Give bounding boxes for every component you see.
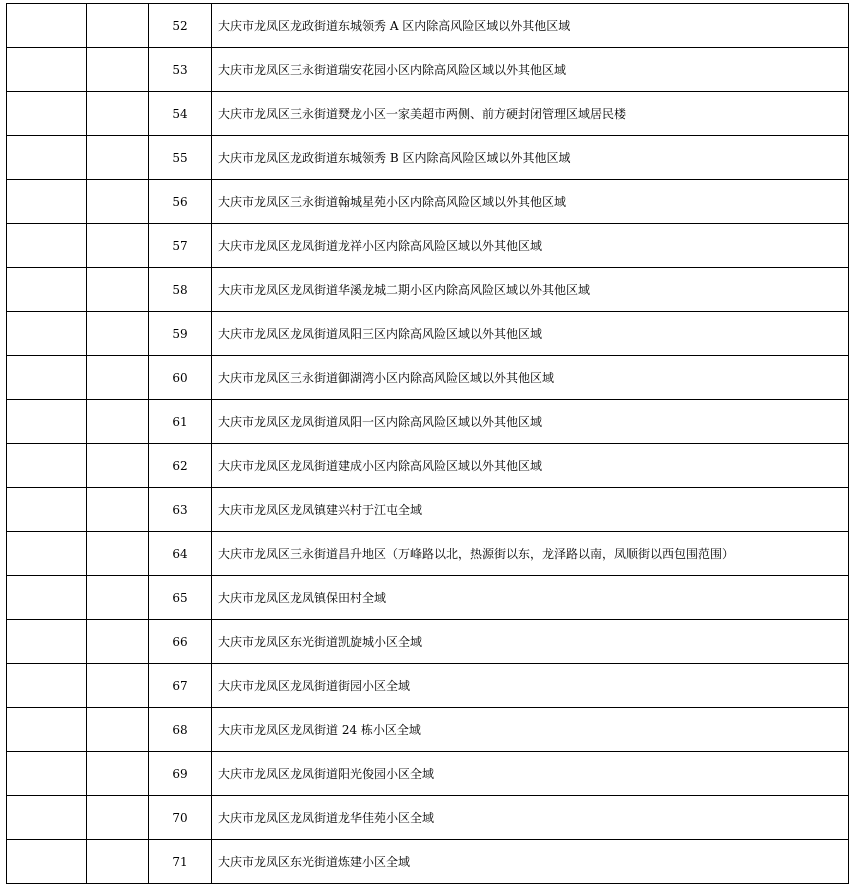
- category-cell: [87, 136, 149, 180]
- table-row: [7, 576, 849, 620]
- row-number: 52: [149, 4, 212, 48]
- row-number: 65: [149, 576, 212, 620]
- row-number: 53: [149, 48, 212, 92]
- area-description: 大庆市龙凤区龙凤街道街园小区全域: [212, 664, 849, 708]
- category-cell: [87, 180, 149, 224]
- table-row: [7, 136, 849, 180]
- category-cell: [87, 576, 149, 620]
- region-cell: [7, 444, 87, 488]
- area-description: 大庆市龙凤区三永街道昌升地区（万峰路以北，热源街以东，龙泽路以南，凤顺街以西包围范围）: [212, 532, 849, 576]
- row-number: 66: [149, 620, 212, 664]
- area-description: 大庆市龙凤区东光街道凯旋城小区全域: [212, 620, 849, 664]
- area-description: 大庆市龙凤区龙凤镇保田村全域: [212, 576, 849, 620]
- table-row: [7, 488, 849, 532]
- region-cell: [7, 840, 87, 884]
- table-row: [7, 796, 849, 840]
- region-cell: [7, 4, 87, 48]
- row-number: 71: [149, 840, 212, 884]
- table-row: [7, 268, 849, 312]
- area-description: 大庆市龙凤区东光街道炼建小区全域: [212, 840, 849, 884]
- area-description: 大庆市龙凤区龙凤街道 24 栋小区全域: [212, 708, 849, 752]
- region-cell: [7, 48, 87, 92]
- region-cell: [7, 576, 87, 620]
- row-number: 67: [149, 664, 212, 708]
- category-cell: [87, 312, 149, 356]
- region-cell: [7, 180, 87, 224]
- table-row: [7, 532, 849, 576]
- region-cell: [7, 312, 87, 356]
- area-description: 大庆市龙凤区龙凤街道华溪龙城二期小区内除高风险区域以外其他区域: [212, 268, 849, 312]
- area-description: 大庆市龙凤区三永街道翰城星苑小区内除高风险区域以外其他区域: [212, 180, 849, 224]
- category-cell: [87, 840, 149, 884]
- row-number: 54: [149, 92, 212, 136]
- region-cell: [7, 268, 87, 312]
- table-row: [7, 180, 849, 224]
- category-cell: [87, 796, 149, 840]
- table-row: [7, 444, 849, 488]
- row-number: 60: [149, 356, 212, 400]
- row-number: 70: [149, 796, 212, 840]
- area-description: 大庆市龙凤区龙政街道东城领秀 A 区内除高风险区域以外其他区域: [212, 4, 849, 48]
- region-cell: [7, 356, 87, 400]
- category-cell: [87, 708, 149, 752]
- row-number: 68: [149, 708, 212, 752]
- table-row: [7, 356, 849, 400]
- region-cell: [7, 796, 87, 840]
- region-cell: [7, 92, 87, 136]
- row-number: 56: [149, 180, 212, 224]
- category-cell: [87, 664, 149, 708]
- row-number: 55: [149, 136, 212, 180]
- table-row: [7, 708, 849, 752]
- row-number: 57: [149, 224, 212, 268]
- region-cell: [7, 488, 87, 532]
- category-cell: [87, 224, 149, 268]
- category-cell: [87, 48, 149, 92]
- category-cell: [87, 400, 149, 444]
- region-cell: [7, 532, 87, 576]
- row-number: 62: [149, 444, 212, 488]
- row-number: 69: [149, 752, 212, 796]
- area-table-body: [7, 4, 849, 884]
- area-table: [6, 3, 849, 884]
- area-description: 大庆市龙凤区龙凤街道凤阳一区内除高风险区域以外其他区域: [212, 400, 849, 444]
- row-number: 59: [149, 312, 212, 356]
- table-row: [7, 620, 849, 664]
- area-description: 大庆市龙凤区龙凤街道建成小区内除高风险区域以外其他区域: [212, 444, 849, 488]
- table-row: [7, 4, 849, 48]
- area-description: 大庆市龙凤区龙凤镇建兴村于江屯全域: [212, 488, 849, 532]
- region-cell: [7, 136, 87, 180]
- row-number: 58: [149, 268, 212, 312]
- area-description: 大庆市龙凤区三永街道燹龙小区一家美超市两侧、前方硬封闭管理区域居民楼: [212, 92, 849, 136]
- category-cell: [87, 488, 149, 532]
- area-description: 大庆市龙凤区龙凤街道龙华佳苑小区全域: [212, 796, 849, 840]
- region-cell: [7, 620, 87, 664]
- table-row: [7, 400, 849, 444]
- row-number: 63: [149, 488, 212, 532]
- table-row: [7, 752, 849, 796]
- table-row: [7, 664, 849, 708]
- region-cell: [7, 752, 87, 796]
- area-description: 大庆市龙凤区三永街道瑞安花园小区内除高风险区域以外其他区域: [212, 48, 849, 92]
- area-description: 大庆市龙凤区三永街道御湖湾小区内除高风险区域以外其他区域: [212, 356, 849, 400]
- category-cell: [87, 444, 149, 488]
- category-cell: [87, 268, 149, 312]
- row-number: 61: [149, 400, 212, 444]
- region-cell: [7, 664, 87, 708]
- table-row: [7, 312, 849, 356]
- area-description: 大庆市龙凤区龙凤街道凤阳三区内除高风险区域以外其他区域: [212, 312, 849, 356]
- category-cell: [87, 4, 149, 48]
- category-cell: [87, 92, 149, 136]
- area-description: 大庆市龙凤区龙凤街道龙祥小区内除高风险区域以外其他区域: [212, 224, 849, 268]
- table-row: [7, 224, 849, 268]
- category-cell: [87, 752, 149, 796]
- category-cell: [87, 532, 149, 576]
- region-cell: [7, 400, 87, 444]
- category-cell: [87, 620, 149, 664]
- area-description: 大庆市龙凤区龙凤街道阳光俊园小区全域: [212, 752, 849, 796]
- table-row: [7, 92, 849, 136]
- area-description: 大庆市龙凤区龙政街道东城领秀 B 区内除高风险区域以外其他区域: [212, 136, 849, 180]
- region-cell: [7, 224, 87, 268]
- region-cell: [7, 708, 87, 752]
- table-row: [7, 840, 849, 884]
- category-cell: [87, 356, 149, 400]
- row-number: 64: [149, 532, 212, 576]
- table-row: [7, 48, 849, 92]
